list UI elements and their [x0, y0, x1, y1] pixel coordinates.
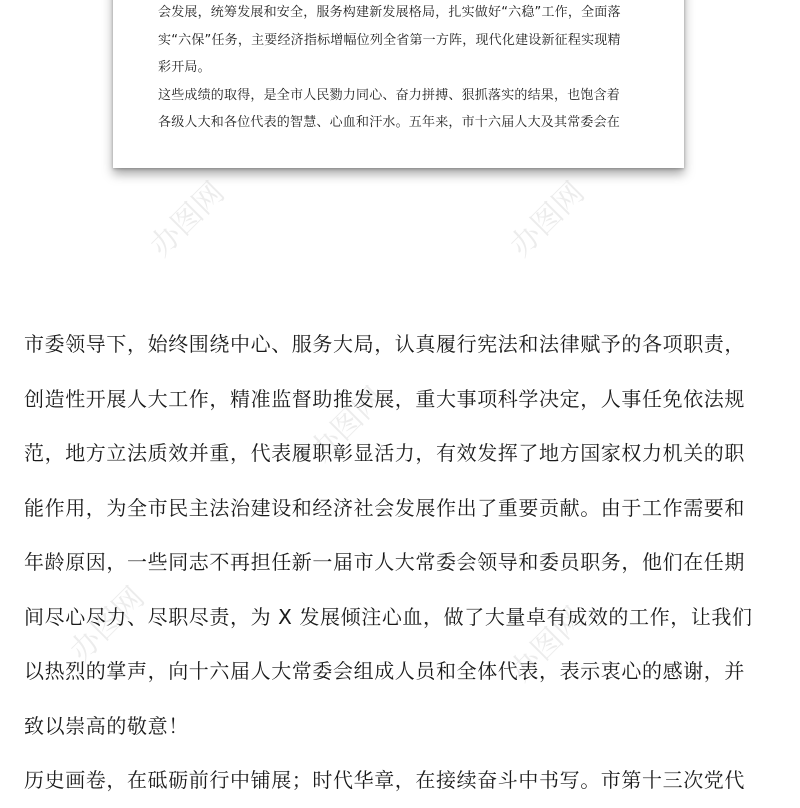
watermark: 办图网 [503, 175, 592, 264]
watermark: 办图网 [143, 175, 232, 264]
watermark: 办图网 [63, 580, 152, 669]
body-line: 能作用，为全市民主法治建设和经济社会发展作出了重要贡献。由于工作需要和 [24, 495, 745, 520]
preview-line: 这些成绩的取得，是全市人民勠力同心、奋力拼搏、狠抓落实的结果，也饱含着 [158, 87, 621, 103]
body-line: 年龄原因，一些同志不再担任新一届市人大常委会领导和委员职务，他们在任期 [24, 550, 745, 574]
watermark: 办图网 [303, 380, 392, 469]
body-line: 创造性开展人大工作，精准监督助推发展，重大事项科学决定，人事任免依法规 [24, 386, 745, 411]
watermark: 办图网 [503, 600, 592, 689]
preview-line: 各级人大和各位代表的智慧、心血和汗水。五年来，市十六届人大及其常委会在 [158, 115, 621, 130]
body-line: 范，地方立法质效并重，代表履职彰显活力，有效发挥了地方国家权力机关的职 [24, 441, 745, 465]
preview-line: 彩开局。 [158, 60, 211, 75]
preview-line: 会发展，统筹发展和安全，服务构建新发展格局，扎实做好“六稳”工作，全面落 [158, 5, 621, 20]
preview-line: 实“六保”任务，主要经济指标增幅位列全省第一方阵，现代化建设新征程实现精 [158, 32, 621, 48]
document-body [24, 317, 784, 808]
body-line: 致以崇高的敬意！ [24, 713, 189, 738]
body-line: 以热烈的掌声，向十六届人大常委会组成人员和全体代表，表示衷心的感谢，并 [24, 659, 745, 683]
preview-text [113, 0, 684, 137]
document-preview-card [113, 0, 684, 168]
body-line: 市委领导下，始终围绕中心、服务大局，认真履行宪法和法律赋予的各项职责， [24, 332, 745, 356]
body-line: 历史画卷，在砥砺前行中铺展；时代华章，在接续奋斗中书写。市第十三次党代 [24, 768, 745, 792]
body-line: 间尽心尽力、尽职尽责，为 X 发展倾注心血，做了大量卓有成效的工作，让我们 [24, 604, 753, 629]
